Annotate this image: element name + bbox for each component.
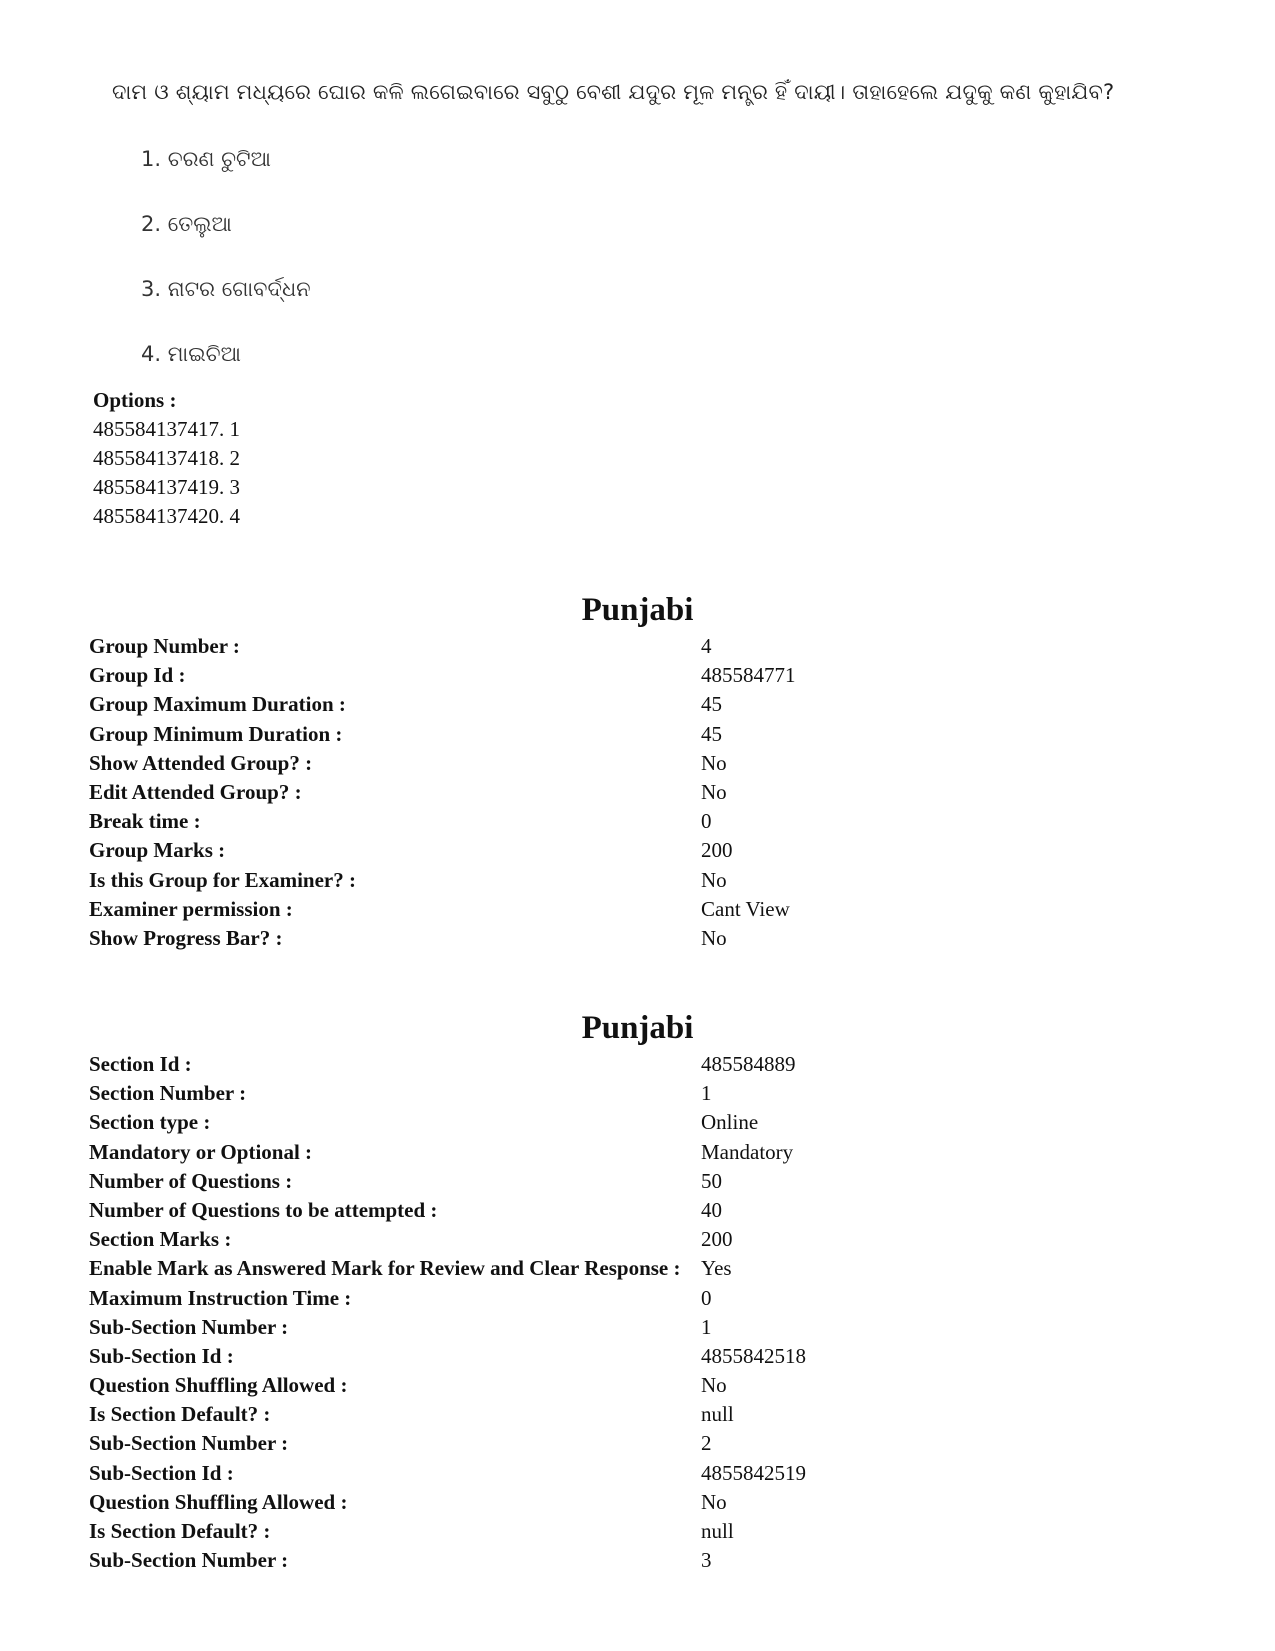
group-field-row [89, 632, 1189, 661]
section-field-row [89, 1459, 1189, 1488]
section-field-value: 1 [701, 1314, 712, 1339]
section-field-value: 4855842519 [701, 1460, 806, 1485]
section-field-row [89, 1371, 1189, 1400]
group-field-row [89, 690, 1189, 719]
group-title: Punjabi [581, 592, 694, 628]
group-field-value: No [701, 779, 727, 804]
choice-1: 1. ଚରଣ ଚୁଟିଆ [141, 147, 271, 171]
group-field-value: No [701, 867, 727, 892]
section-field-row [89, 1342, 1189, 1371]
section-field-label: Number of Questions to be attempted : [89, 1197, 438, 1222]
section-field-row [89, 1138, 1189, 1167]
group-field-value: Cant View [701, 896, 790, 921]
group-field-row [89, 924, 1189, 953]
group-field-value: 485584771 [701, 663, 796, 688]
section-field-label: Enable Mark as Answered Mark for Review and Clear Response : [89, 1256, 681, 1281]
question-choices [141, 144, 311, 404]
section-title: Punjabi [581, 1010, 694, 1046]
group-field-row [89, 866, 1189, 895]
section-field-label: Section Number : [89, 1081, 247, 1106]
option-item: 485584137417. 1 [93, 417, 240, 441]
section-field-value: 40 [701, 1197, 722, 1222]
section-field-row [89, 1050, 1189, 1079]
section-field-row [89, 1546, 1189, 1575]
section-field-label: Number of Questions : [89, 1168, 293, 1193]
section-field-row [89, 1167, 1189, 1196]
choice-2: 2. ତେଲୁଆ [141, 212, 232, 236]
group-field-label: Is this Group for Examiner? : [89, 867, 356, 892]
section-field-value: null [701, 1519, 734, 1543]
group-field-label: Edit Attended Group? : [89, 779, 302, 804]
group-field-label: Break time : [89, 809, 201, 834]
section-field-row [89, 1108, 1189, 1137]
section-field-label: Section Id : [89, 1052, 192, 1076]
group-field-value: 45 [701, 721, 722, 746]
section-field-value: 1 [701, 1081, 712, 1106]
section-field-label: Sub-Section Number : [89, 1548, 289, 1573]
group-field-label: Group Maximum Duration : [89, 692, 346, 717]
section-field-row [89, 1517, 1189, 1546]
section-field-label: Sub-Section Number : [89, 1431, 289, 1456]
group-field-label: Show Attended Group? : [89, 750, 313, 775]
section-field-value: Online [701, 1110, 759, 1135]
group-field-row [89, 720, 1189, 749]
section-field-value: No [701, 1373, 727, 1398]
option-item: 485584137420. 4 [93, 504, 240, 528]
group-field-label: Examiner permission : [89, 896, 293, 921]
section-field-value: 0 [701, 1285, 712, 1310]
section-field-label: Maximum Instruction Time : [89, 1285, 352, 1310]
section-field-value: 2 [701, 1431, 712, 1456]
group-field-label: Group Number : [89, 634, 240, 658]
section-field-value: 200 [701, 1227, 733, 1252]
section-field-row [89, 1400, 1189, 1429]
section-field-label: Mandatory or Optional : [89, 1139, 313, 1164]
options-heading: Options : [93, 388, 177, 412]
section-field-row [89, 1313, 1189, 1342]
question-text: ଦାମ ଓ ଶ୍ୟାମ ମଧ୍ୟରେ ଘୋର କଳି ଲଗେଇବାରେ ସବୁଠୁ ବେଶୀ ଯଦୁର ମୂଳ ମନ୍ତ୍ର ହିଁ ଦାୟୀ। ତାହାହେଲେ ଯଦୁକୁ କଣ କୁହାଯିବ? [112, 80, 1115, 104]
group-field-row [89, 749, 1189, 778]
group-field-row [89, 778, 1189, 807]
section-field-row [89, 1196, 1189, 1225]
section-field-value: 50 [701, 1168, 722, 1193]
group-field-label: Group Minimum Duration : [89, 721, 343, 746]
section-field-label: Question Shuffling Allowed : [89, 1373, 348, 1398]
section-field-value: Mandatory [701, 1139, 794, 1164]
section-field-value: 3 [701, 1548, 712, 1573]
options-block [93, 386, 240, 531]
group-field-value: 200 [701, 838, 733, 863]
section-field-value: Yes [701, 1256, 732, 1281]
section-details [89, 1050, 1189, 1575]
section-field-label: Sub-Section Number : [89, 1314, 289, 1339]
section-field-row [89, 1225, 1189, 1254]
section-field-row [89, 1284, 1189, 1313]
option-item: 485584137418. 2 [93, 446, 240, 470]
group-field-row [89, 836, 1189, 865]
section-field-label: Question Shuffling Allowed : [89, 1489, 348, 1514]
group-field-label: Group Marks : [89, 838, 226, 863]
group-field-label: Show Progress Bar? : [89, 925, 283, 950]
section-field-row [89, 1429, 1189, 1458]
section-field-value: 485584889 [701, 1052, 796, 1076]
section-field-label: Is Section Default? : [89, 1519, 271, 1543]
section-field-row [89, 1254, 1189, 1283]
group-field-row [89, 661, 1189, 690]
group-details [89, 632, 1189, 953]
section-field-label: Section type : [89, 1110, 211, 1135]
group-field-row [89, 807, 1189, 836]
choice-4: 4. ମାଇଚିଆ [141, 342, 241, 366]
group-field-label: Group Id : [89, 663, 186, 688]
choice-3: 3. ନାଟର ଗୋବର୍ଦ୍ଧନ [141, 277, 311, 301]
section-field-label: Is Section Default? : [89, 1402, 271, 1427]
section-field-label: Sub-Section Id : [89, 1460, 234, 1485]
section-field-value: 4855842518 [701, 1343, 806, 1368]
group-field-row [89, 895, 1189, 924]
section-field-value: No [701, 1489, 727, 1514]
group-field-value: 0 [701, 809, 712, 834]
option-item: 485584137419. 3 [93, 475, 240, 499]
section-field-value: null [701, 1402, 734, 1427]
group-field-value: 4 [701, 634, 712, 658]
group-field-value: No [701, 750, 727, 775]
section-field-label: Section Marks : [89, 1227, 232, 1252]
section-field-row [89, 1079, 1189, 1108]
group-field-value: 45 [701, 692, 722, 717]
group-field-value: No [701, 925, 727, 950]
section-field-label: Sub-Section Id : [89, 1343, 234, 1368]
section-field-row [89, 1488, 1189, 1517]
